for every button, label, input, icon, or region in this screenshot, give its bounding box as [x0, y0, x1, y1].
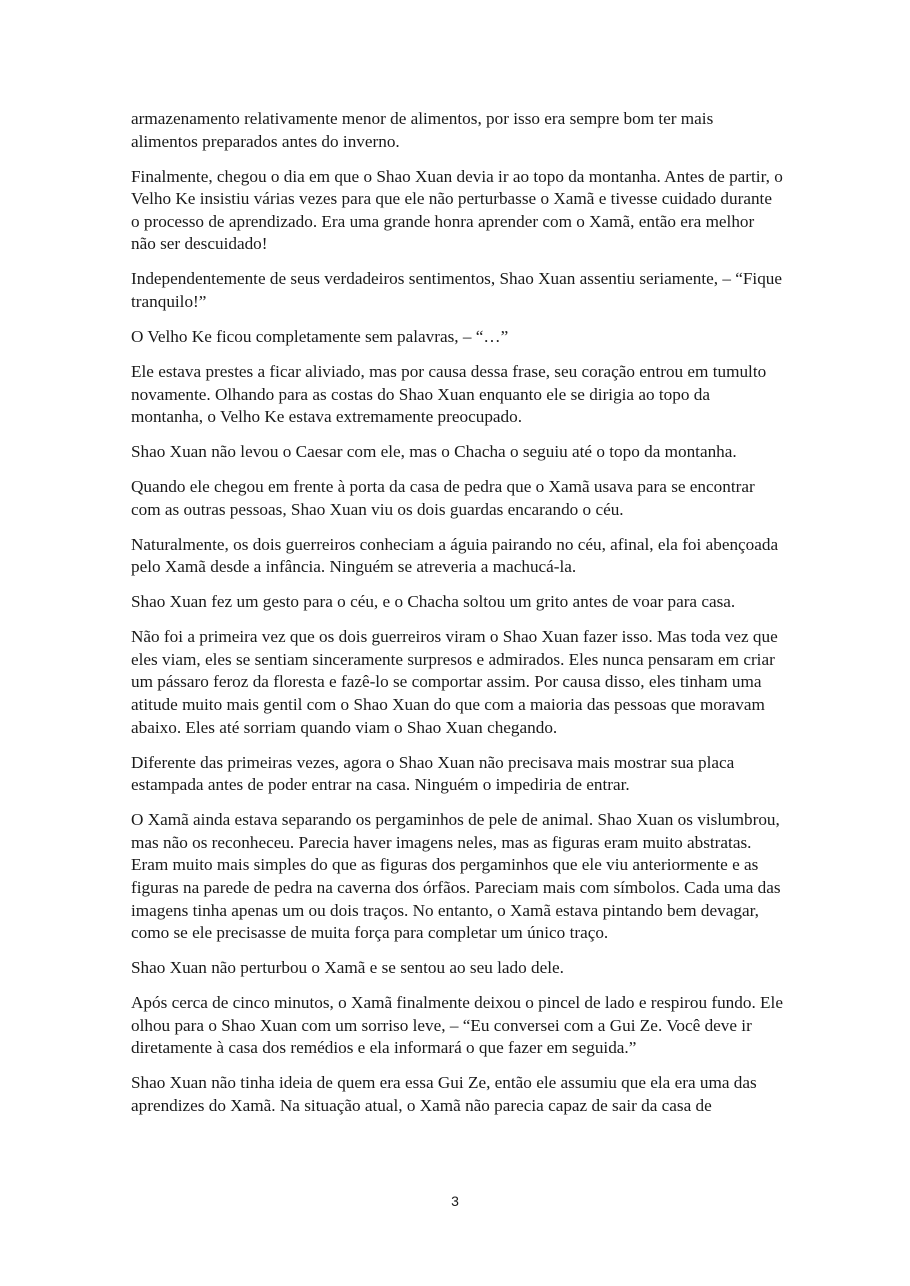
paragraph: Shao Xuan não perturbou o Xamã e se sentou ao seu lado dele.: [131, 958, 564, 978]
paragraph: Quando ele chegou em frente à porta da casa de pedra que o Xamã usava para se encontrar com as outras pessoas, Shao Xuan viu os dois guardas encarando o céu.: [131, 477, 755, 519]
paragraph: Diferente das primeiras vezes, agora o Shao Xuan não precisava mais mostrar sua placa estampada antes de poder entrar na casa. Ninguém o impediria de entrar.: [131, 752, 735, 795]
body-text: [131, 108, 783, 1130]
paragraph: Ele estava prestes a ficar aliviado, mas por causa dessa frase, seu coração entrou em tumulto novamente. Olhando para as costas do Shao Xuan enquanto ele se dirigia ao topo da montanha, o Velho Ke estava extremamente preocupado.: [131, 361, 767, 427]
paragraph: Shao Xuan fez um gesto para o céu, e o Chacha soltou um grito antes de voar para casa.: [131, 592, 736, 612]
paragraph: Não foi a primeira vez que os dois guerreiros viram o Shao Xuan fazer isso. Mas toda vez que eles viam, eles se sentiam sinceramente surpresos e admirados. Eles nunca pensaram em criar um pássaro feroz da floresta e fazê-lo se comportar assim. Por causa disso, eles tinham uma atitude muito mais gentil com o Shao Xuan do que com a maioria das pessoas que moravam abaixo. Eles até sorriam quando viam o Shao Xuan chegando.: [131, 627, 778, 737]
paragraph: Shao Xuan não tinha ideia de quem era essa Gui Ze, então ele assumiu que ela era uma das aprendizes do Xamã. Na situação atual, o Xamã não parecia capaz de sair da casa de: [131, 1073, 757, 1115]
page-number: 3: [451, 1193, 459, 1209]
paragraph: Naturalmente, os dois guerreiros conheciam a águia pairando no céu, afinal, ela foi abençoada pelo Xamã desde a infância. Ninguém se atreveria a machucá-la.: [131, 534, 779, 577]
paragraph: O Velho Ke ficou completamente sem palavras, – “…”: [131, 326, 509, 346]
paragraph: Finalmente, chegou o dia em que o Shao Xuan devia ir ao topo da montanha. Antes de partir, o Velho Ke insistiu várias vezes para que ele não perturbasse o Xamã e tivesse cuidado durante o processo de aprendizado. Era uma grande honra aprender com o Xamã, então era melhor não ser descuidado!: [131, 166, 783, 254]
paragraph: Shao Xuan não levou o Caesar com ele, mas o Chacha o seguiu até o topo da montanha.: [131, 442, 737, 462]
paragraph: armazenamento relativamente menor de alimentos, por isso era sempre bom ter mais alimentos preparados antes do inverno.: [131, 109, 714, 151]
paragraph: Após cerca de cinco minutos, o Xamã finalmente deixou o pincel de lado e respirou fundo. Ele olhou para o Shao Xuan com um sorriso leve, – “Eu conversei com a Gui Ze. Você deve ir diretamente à casa dos remédios e ela informará o que fazer em seguida.”: [131, 993, 783, 1058]
paragraph: O Xamã ainda estava separando os pergaminhos de pele de animal. Shao Xuan os vislumbrou, mas não os reconheceu. Parecia haver imagens neles, mas as figuras eram muito abstratas. Eram muito mais simples do que as figuras dos pergaminhos que ele viu anteriormente e as figuras na parede de pedra na caverna dos órfãos. Pareciam mais com símbolos. Cada uma das imagens tinha apenas um ou dois traços. No entanto, o Xamã estava pintando bem devagar, como se ele precisasse de muita força para completar um único traço.: [131, 810, 781, 943]
paragraph: Independentemente de seus verdadeiros sentimentos, Shao Xuan assentiu seriamente, – “Fique tranquilo!”: [131, 269, 783, 311]
